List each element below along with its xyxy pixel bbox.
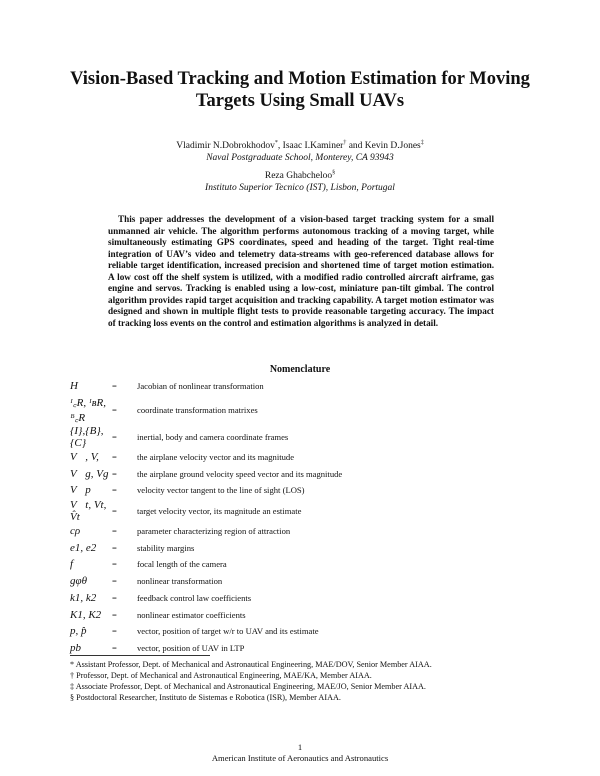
nomenclature-row — [70, 465, 540, 482]
nomenclature-row — [70, 606, 540, 623]
footnote: ‡ Associate Professor, Dept. of Mechanical and Astronautical Engineering, MAE/JO, Senior Member AIAA. — [70, 682, 426, 691]
definition: inertial, body and camera coordinate frames — [137, 431, 289, 442]
symbol: k1, k2 — [70, 591, 97, 604]
definition: coordinate transformation matrixes — [137, 404, 258, 415]
nomenclature-row — [70, 395, 540, 425]
affiliation: Instituto Superior Tecnico (IST), Lisbon, Portugal — [205, 183, 395, 193]
definition: vector, position of target w/r to UAV and its estimate — [137, 626, 319, 637]
abstract: This paper addresses the development of a vision-based target tracking system for a small unmanned air vehicle. The algorithm performs autonomous tracking of a moving target, while simultaneously estimating GPS coordinates, speed and heading of the target. Tight real-time integration of UAV’s video and telemetry data-streams with geo-referenced database allows for reliable target identification, increased precision and shortened time of target motion estimation. A low cost off the shelf system is utilized, with a modified radio controlled aircraft airframe, gas engine and servos. Tracking is enabled using a low-cost, miniature pan-tilt gimbal. The control algorithm provides rapid target acquisition and tracking capability. A target motion estimator was designed and shown in multiple flight tests to provide reasonable targeting accuracy. The impact of tracking loss events on the control and estimation algorithms is analyzed in detail. — [108, 214, 494, 328]
definition: stability margins — [137, 542, 195, 553]
definition: vector, position of UAV in LTP — [137, 642, 245, 653]
nomenclature-row — [70, 623, 540, 640]
definition: velocity vector tangent to the line of sight (LOS) — [137, 485, 305, 496]
footnote-mark: ‡ — [420, 139, 424, 146]
equals: = — [112, 485, 117, 496]
definition: nonlinear transformation — [137, 576, 223, 587]
paper-title: Vision-Based Tracking and Motion Estimation for Moving Targets Using Small UAVs — [70, 69, 530, 111]
nomenclature-row — [70, 640, 540, 657]
equals: = — [112, 626, 117, 637]
footnote: § Postdoctoral Researcher, Instituto de Sistemas e Robotica (ISR), Member AIAA. — [70, 693, 341, 702]
page-number: 1 — [297, 742, 303, 752]
definition: the airplane ground velocity speed vector and its magnitude — [137, 468, 343, 479]
nomenclature-row — [70, 378, 540, 395]
nomenclature-row — [70, 590, 540, 607]
equals: = — [112, 468, 117, 479]
definition: Jacobian of nonlinear transformation — [137, 381, 264, 392]
equals: = — [112, 592, 117, 603]
author-name: Reza Ghabcheloo — [264, 171, 333, 181]
nomenclature-row — [70, 449, 540, 466]
equals: = — [112, 542, 117, 553]
footnote: † Professor, Dept. of Mechanical and Astronautical Engineering, MAE/KA, Member AIAA. — [70, 671, 372, 680]
definition: nonlinear estimator coefficients — [137, 609, 246, 620]
footnote-mark: † — [343, 139, 347, 146]
footnote-mark: § — [332, 169, 336, 176]
equals: = — [112, 642, 117, 653]
footnotes — [70, 659, 550, 703]
equals: = — [112, 559, 117, 570]
equals: = — [112, 526, 117, 537]
symbol: V⃗, V, 𝐕 — [70, 451, 111, 464]
equals: = — [112, 505, 117, 516]
author-block-2 — [40, 170, 560, 194]
affiliation: Naval Postgraduate School, Monterey, CA 93943 — [206, 153, 394, 163]
nomenclature-list — [70, 378, 540, 656]
symbol: ᴵ꜀R, ᴵʙR, ᴮ꜀R — [70, 396, 106, 424]
symbol: f — [70, 558, 74, 571]
equals: = — [112, 404, 117, 415]
author-name: and Kevin D.Jones — [346, 141, 421, 151]
symbol: e1, e2 — [70, 541, 97, 554]
nomenclature-row — [70, 425, 540, 449]
definition: focal length of the camera — [137, 559, 227, 570]
symbol: pb — [70, 641, 81, 654]
symbol: p, p̂ — [70, 625, 87, 638]
equals: = — [112, 576, 117, 587]
publisher: American Institute of Aeronautics and Astronautics — [211, 753, 389, 763]
nomenclature-row — [70, 482, 540, 499]
author-name: Vladimir N.Dobrokhodov — [176, 141, 275, 151]
symbol: V⃗g, Vg — [70, 467, 109, 480]
author-line — [40, 140, 560, 152]
nomenclature-heading: Nomenclature — [269, 364, 331, 375]
symbol: cρ — [70, 525, 81, 538]
nomenclature-row — [70, 539, 540, 556]
symbol: V⃗t, Vt, V̂t — [70, 498, 107, 523]
nomenclature-row — [70, 499, 540, 523]
footnote-divider — [70, 655, 210, 656]
footnote: * Assistant Professor, Dept. of Mechanical and Astronautical Engineering, MAE/DOV, Senior Member AIAA. — [70, 660, 432, 669]
page-footer — [0, 742, 600, 764]
footnote-mark: * — [274, 139, 278, 146]
definition: target velocity vector, its magnitude an estimate — [137, 505, 302, 516]
symbol: {I},{B},{C} — [70, 424, 104, 449]
author-line — [40, 170, 560, 182]
symbol: K1, K2 — [70, 608, 102, 621]
author-block — [40, 140, 560, 164]
symbol: H — [70, 380, 78, 393]
nomenclature-row — [70, 556, 540, 573]
equals: = — [112, 609, 117, 620]
author-name: , Isaac I.Kaminer — [277, 141, 344, 151]
definition: the airplane velocity vector and its magnitude — [137, 452, 295, 463]
definition: parameter characterizing region of attraction — [137, 526, 291, 537]
nomenclature-row — [70, 573, 540, 590]
equals: = — [112, 431, 117, 442]
equals: = — [112, 452, 117, 463]
symbol: gφθ — [70, 575, 87, 588]
definition: feedback control law coefficients — [137, 592, 252, 603]
equals: = — [112, 381, 117, 392]
nomenclature-row — [70, 523, 540, 540]
symbol: V⃗p — [70, 484, 91, 497]
